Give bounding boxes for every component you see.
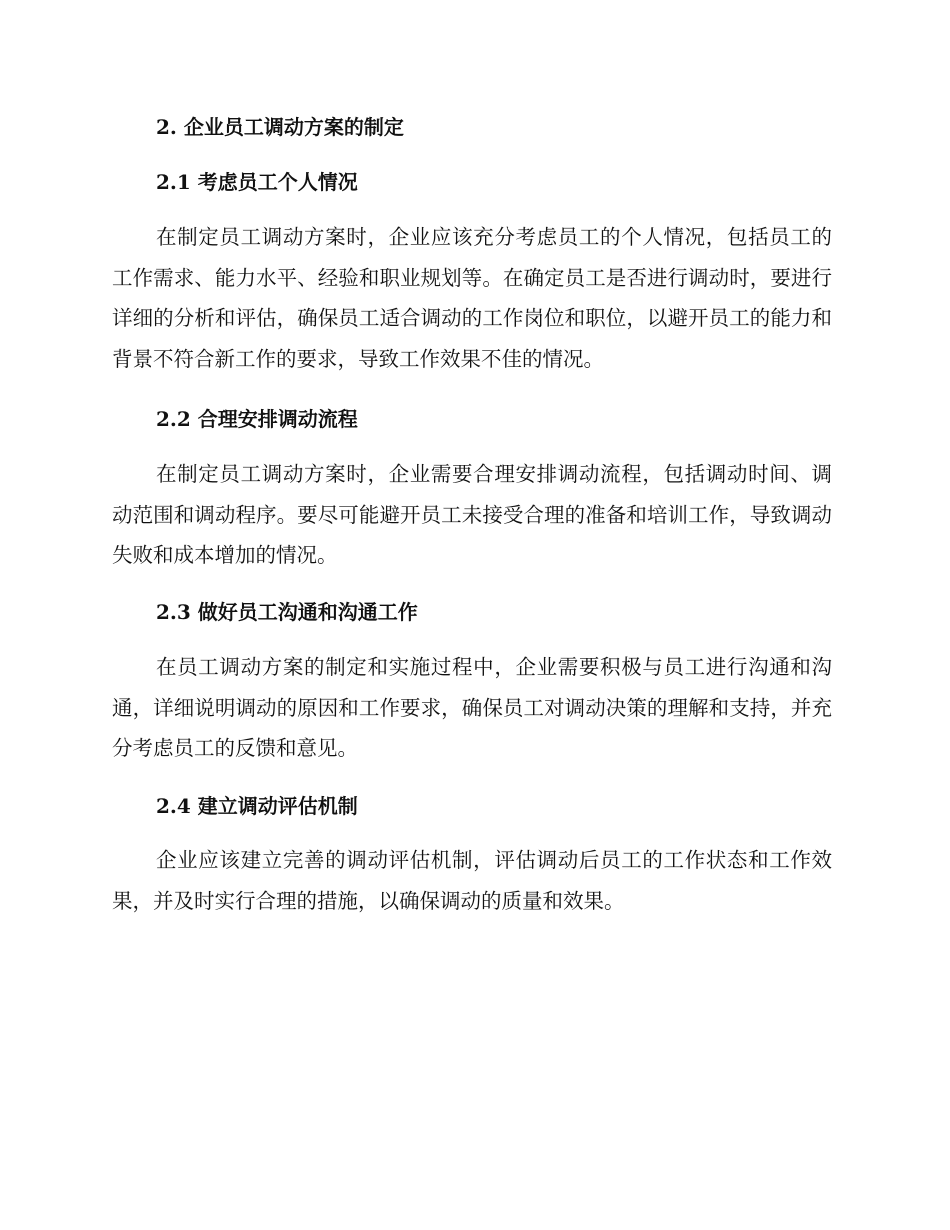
paragraph-2-4: 企业应该建立完善的调动评估机制，评估调动后员工的工作状态和工作效果，并及时实行合理的措施，以确保调动的质量和效果。 [112,848,832,913]
subsection-heading-2-3: 2.3 做好员工沟通和沟通工作 [156,600,418,624]
paragraph-2-2: 在制定员工调动方案时，企业需要合理安排调动流程，包括调动时间、调动范围和调动程序。要尽可能避开员工未接受合理的准备和培训工作，导致调动失败和成本增加的情况。 [112,462,832,567]
paragraph-2-3: 在员工调动方案的制定和实施过程中，企业需要积极与员工进行沟通和沟通，详细说明调动的原因和工作要求，确保员工对调动决策的理解和支持，并充分考虑员工的反馈和意见。 [112,655,832,760]
subsection-heading-2-4: 2.4 建立调动评估机制 [156,794,358,818]
subsection-heading-2-1: 2.1 考虑员工个人情况 [156,170,358,194]
section-heading: 2. 企业员工调动方案的制定 [156,115,404,139]
subsection-heading-2-2: 2.2 合理安排调动流程 [156,407,358,431]
paragraph-2-1: 在制定员工调动方案时，企业应该充分考虑员工的个人情况，包括员工的工作需求、能力水平、经验和职业规划等。在确定员工是否进行调动时，要进行详细的分析和评估，确保员工适合调动的工作岗位和职位，以避开员工的能力和背景不符合新工作的要求，导致工作效果不佳的情况。 [112,225,832,371]
